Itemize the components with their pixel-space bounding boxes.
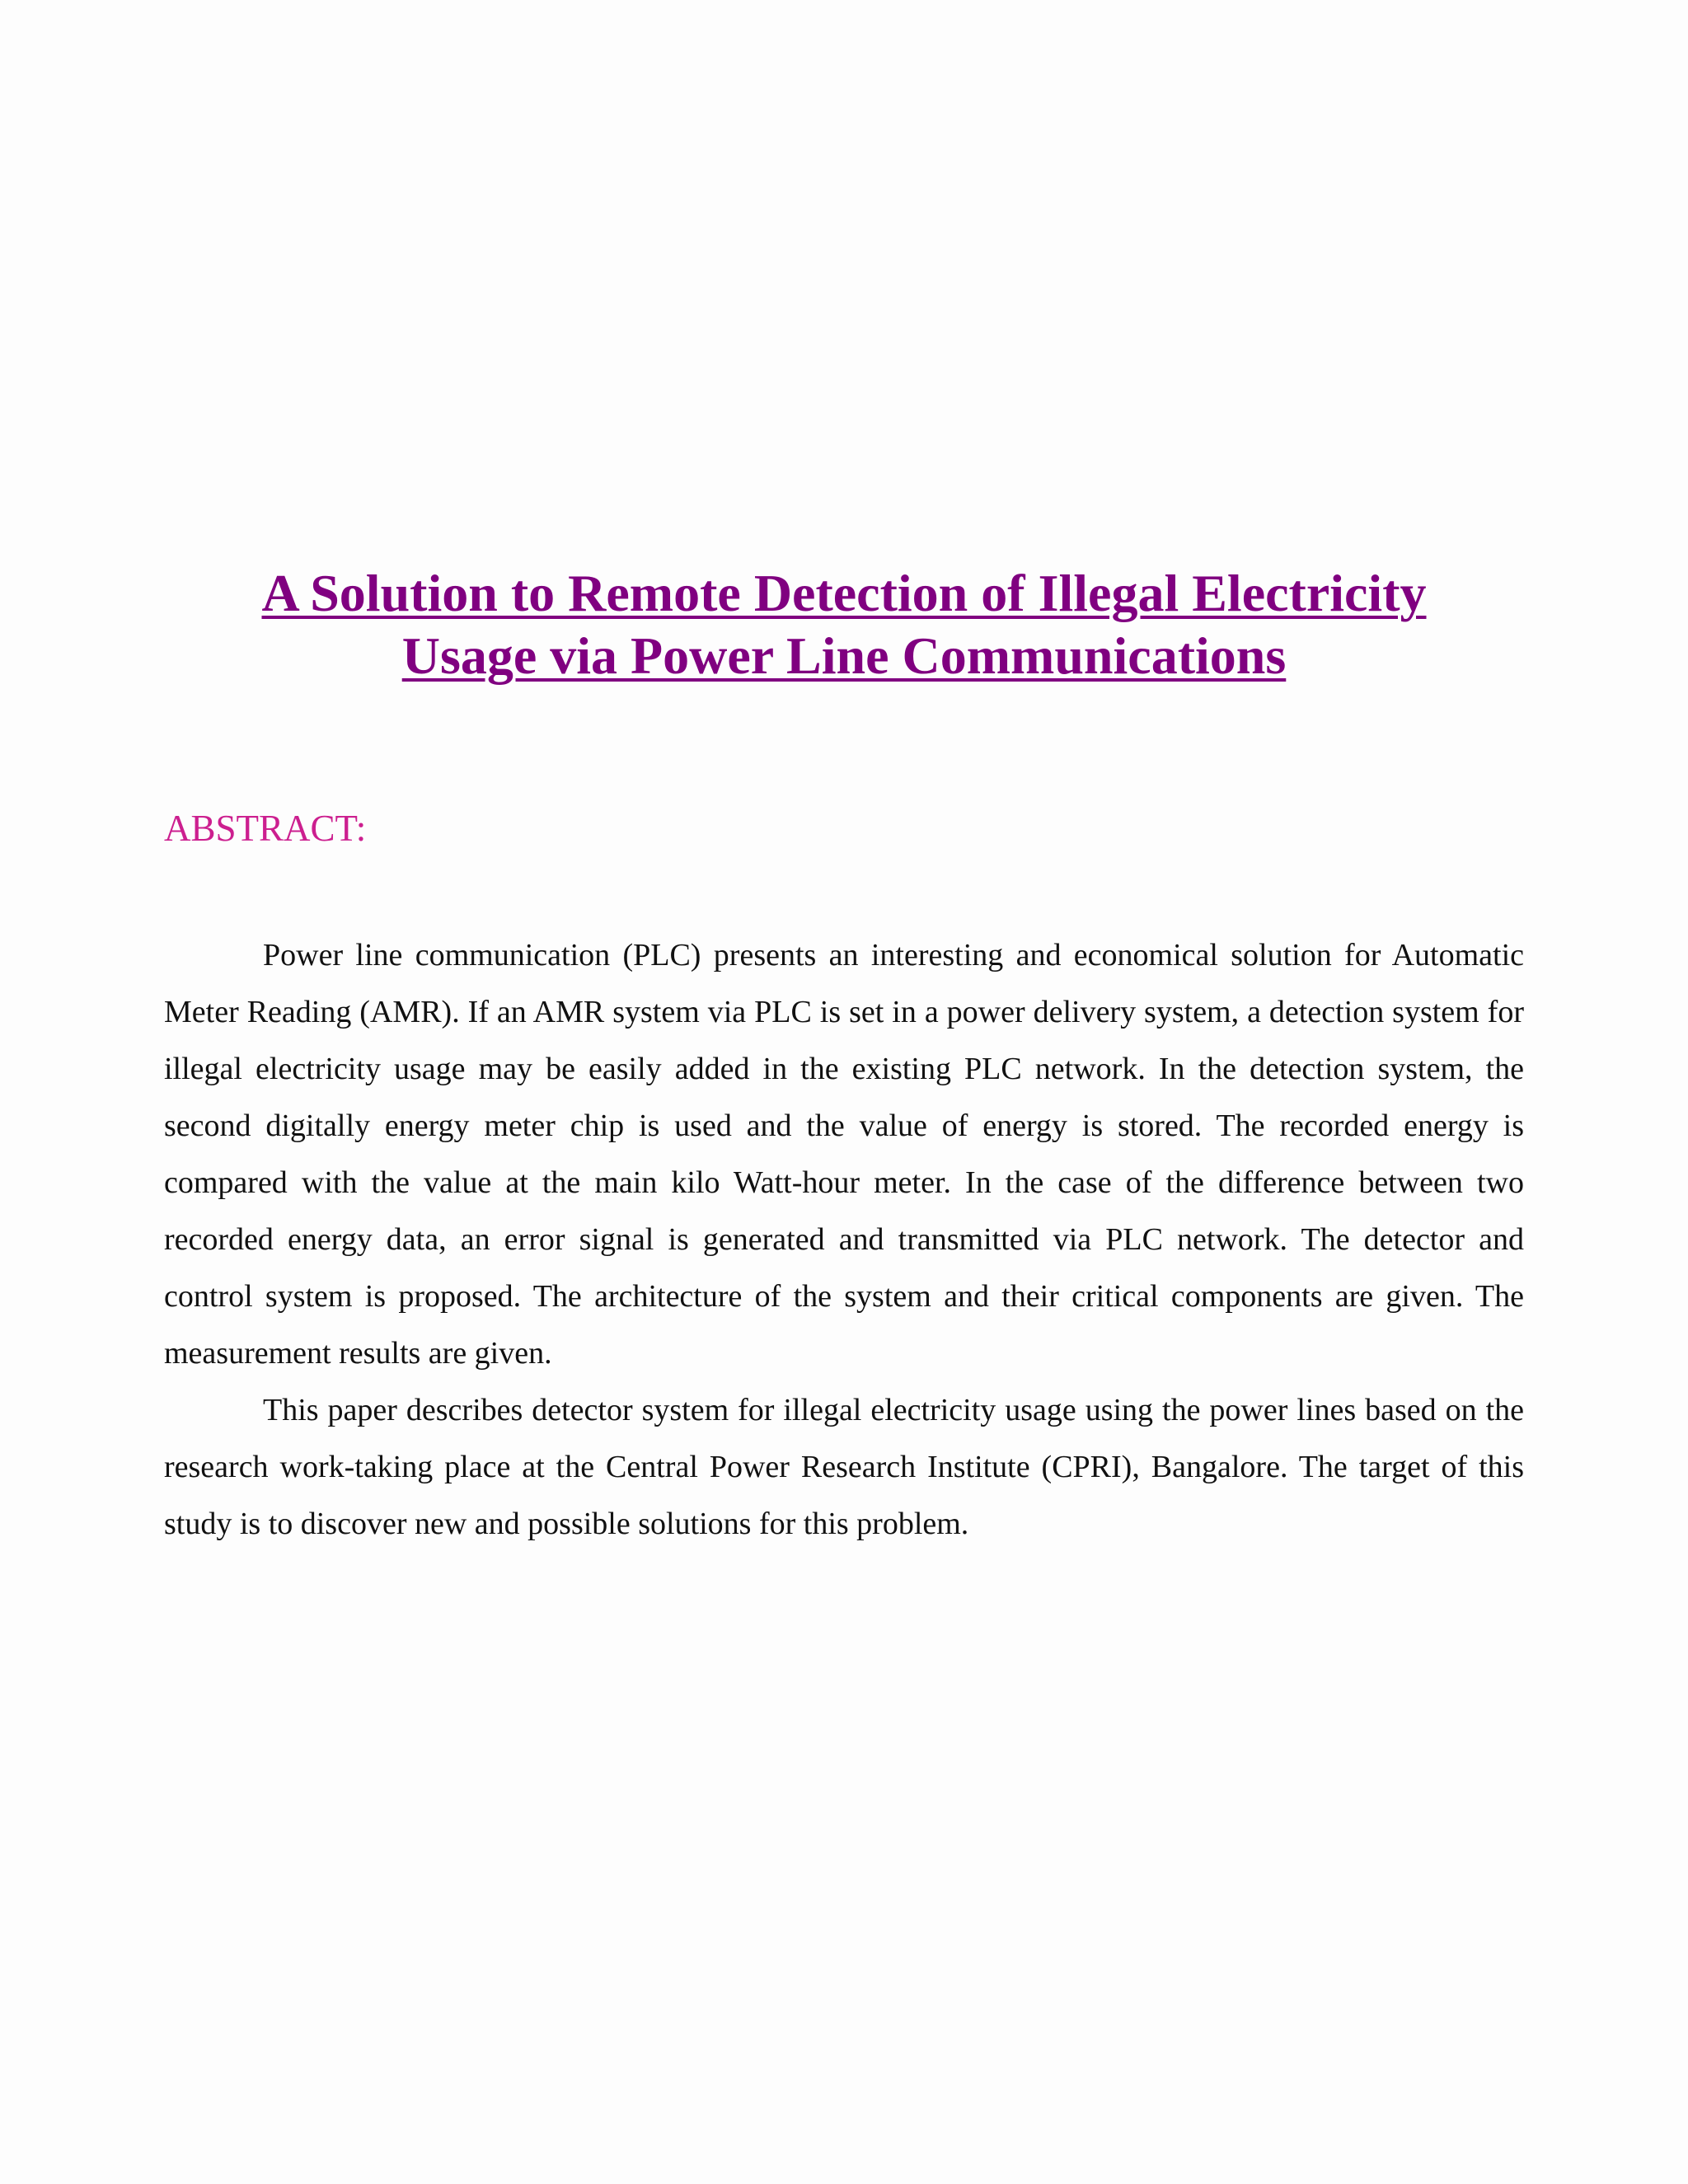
paper-title-line-2: Usage via Power Line Communications <box>401 626 1287 685</box>
abstract-heading: ABSTRACT: <box>164 808 367 849</box>
abstract-paragraph-1: Power line communication (PLC) presents an interesting and economical solution for Automatic Meter Reading (AMR). If an AMR system via PLC is set in a power delivery system, a detection system for illegal electricity usage may be easily added in the existing PLC network. In the detection system, the second digitally energy meter chip is used and the value of energy is stored. The recorded energy is compared with the value at the main kilo Watt-hour meter. In the case of the difference between two recorded energy data, an error signal is generated and transmitted via PLC network. The detector and control system is proposed. The architecture of the system and their critical components are given. The measurement results are given. <box>164 938 1524 1371</box>
abstract-body <box>164 927 1524 1553</box>
paper-title-line-1: A Solution to Remote Detection of Illegal Electricity <box>261 564 1427 622</box>
abstract-paragraph-2: This paper describes detector system for illegal electricity usage using the power lines based on the research work-taking place at the Central Power Research Institute (CPRI), Bangalore. The target of this study is to discover new and possible solutions for this problem. <box>164 1393 1524 1541</box>
paper-title <box>165 562 1523 687</box>
